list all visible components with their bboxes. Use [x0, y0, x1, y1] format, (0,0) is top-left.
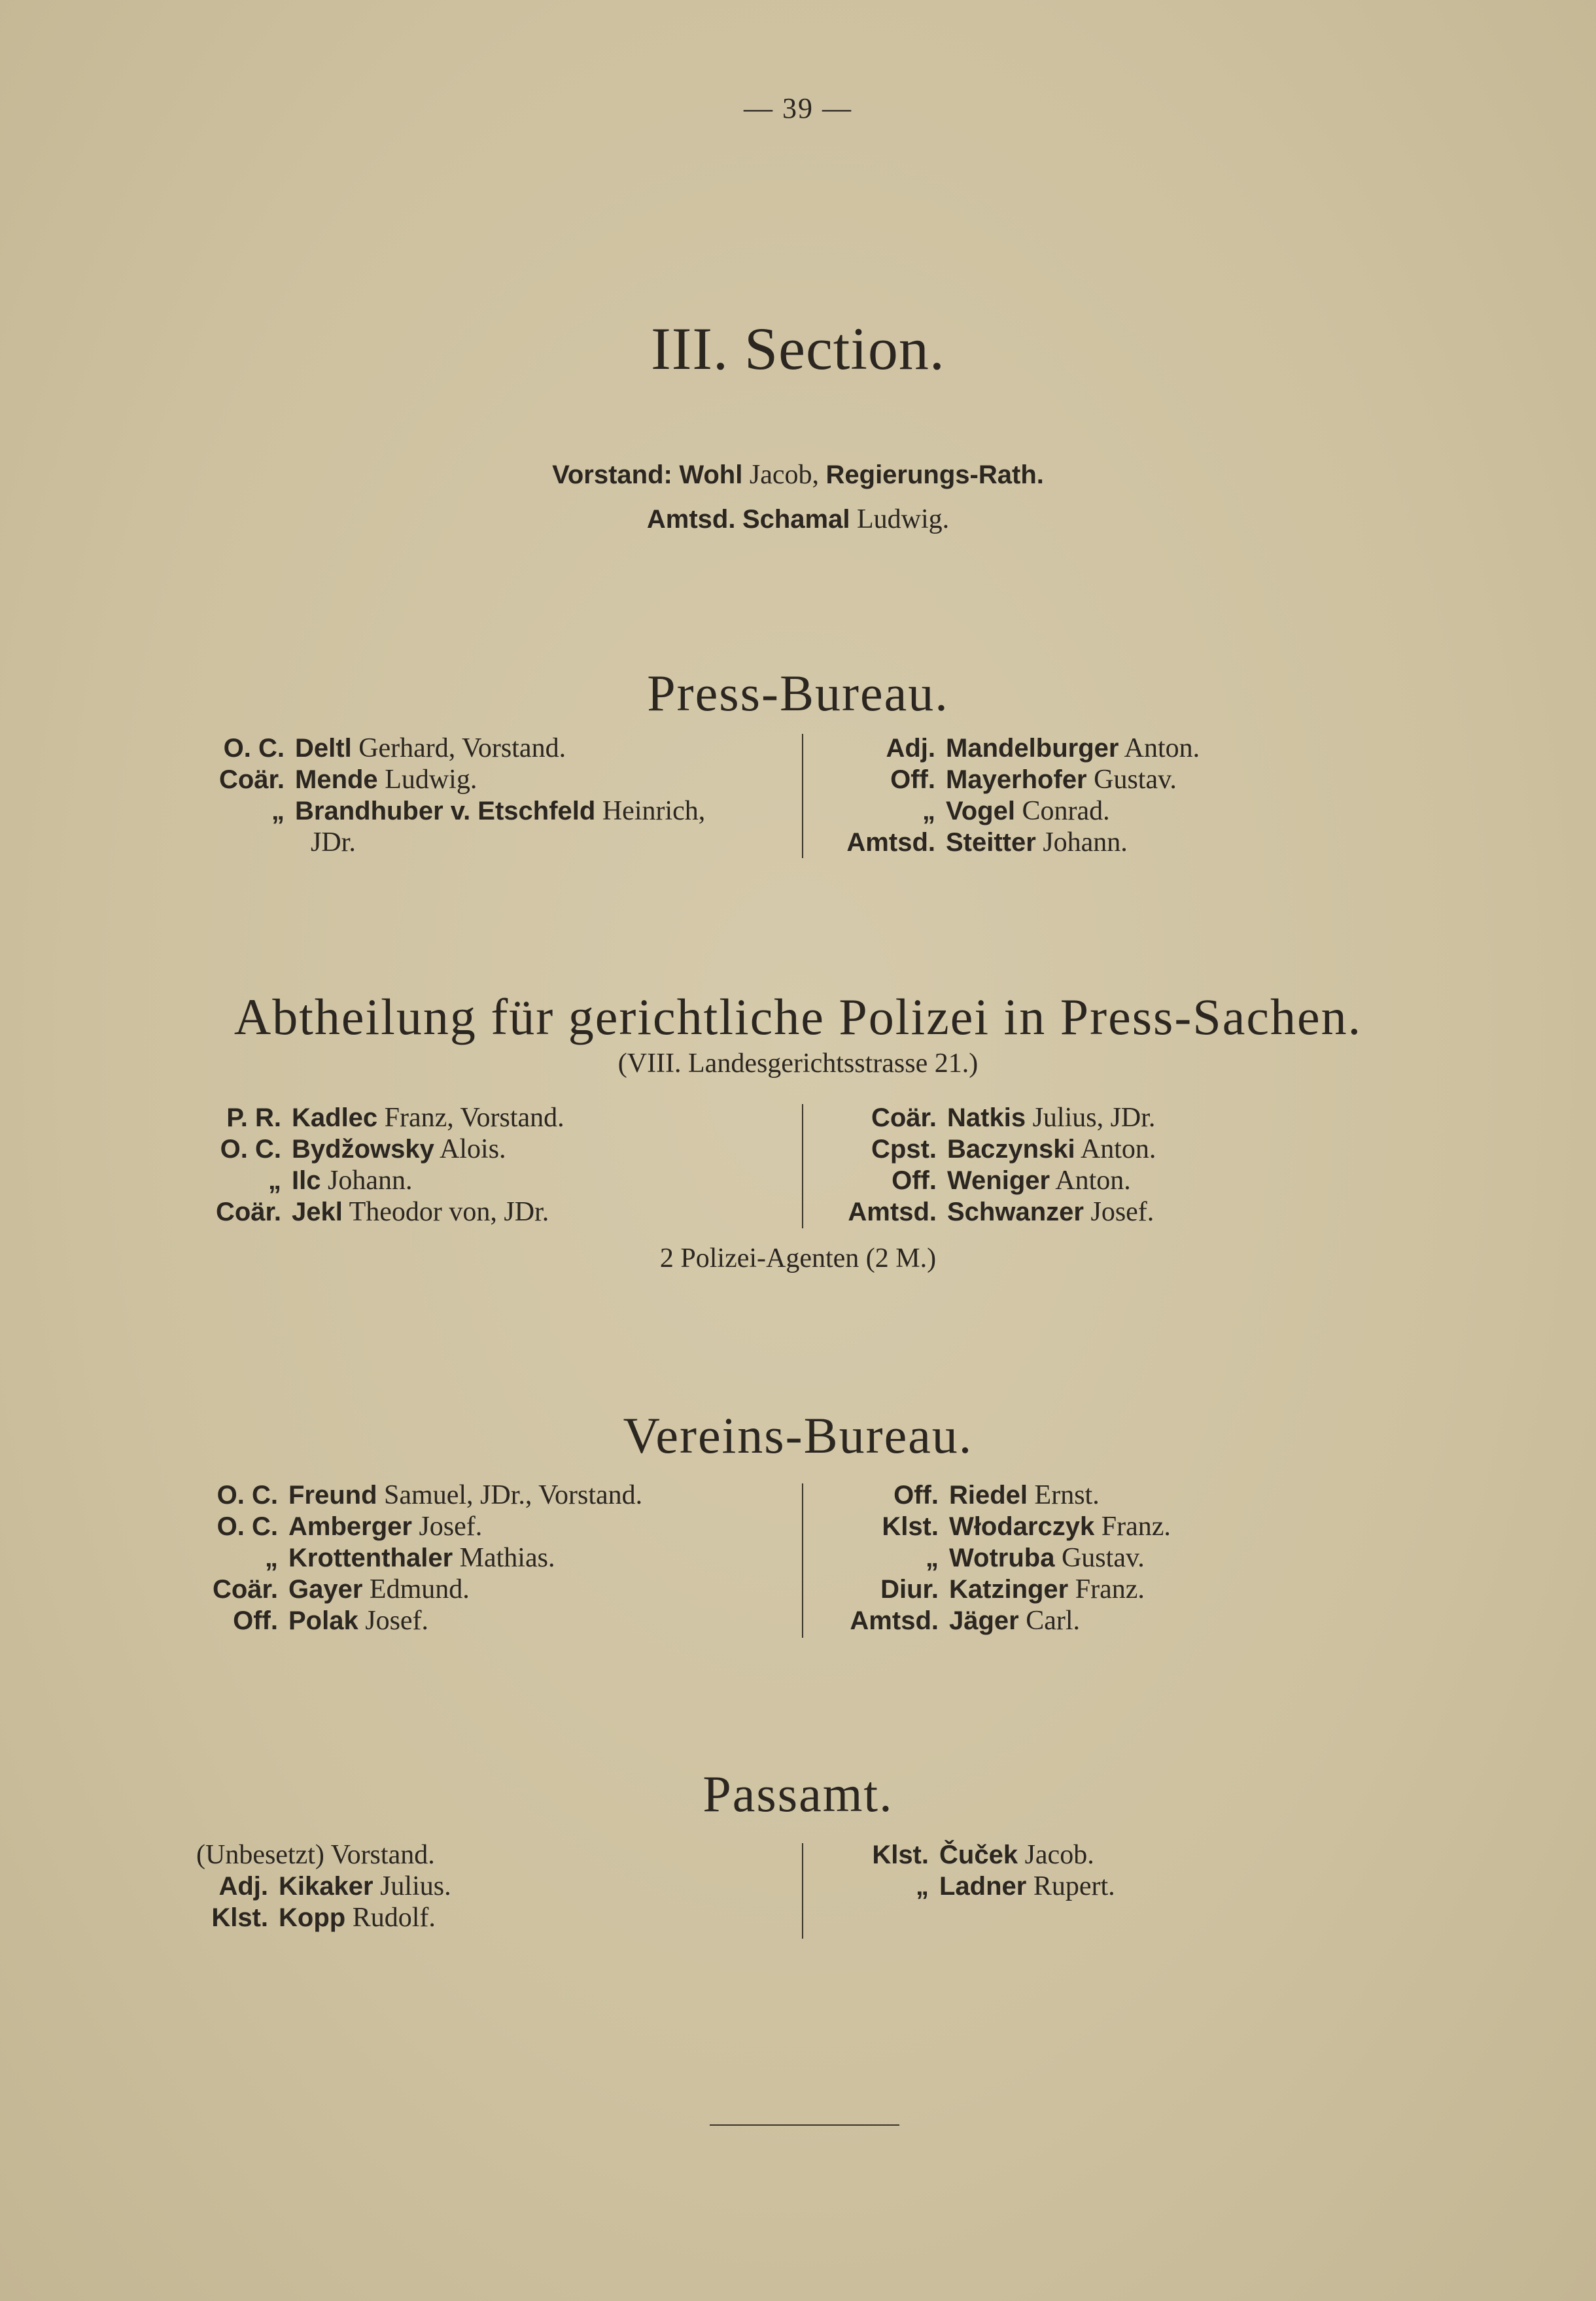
person-name	[288, 1479, 642, 1511]
list-item	[196, 1542, 642, 1574]
page-number: — 39 —	[744, 92, 852, 124]
rank-label: Coär.	[218, 765, 285, 794]
surname: Polak	[288, 1606, 358, 1635]
list-item	[196, 1511, 642, 1542]
rank-label: „	[271, 797, 285, 825]
surname: Wotruba	[949, 1544, 1055, 1572]
abtheilung-footer: 2 Polizei-Agenten (2 M.)	[659, 1243, 937, 1273]
given-name: Edmund.	[369, 1574, 470, 1604]
surname: Amberger	[288, 1512, 412, 1541]
person-name	[288, 1574, 470, 1605]
passamt-left	[196, 1839, 451, 1933]
person-name	[949, 1479, 1100, 1511]
list-item	[844, 1605, 1171, 1636]
person-name	[946, 827, 1128, 858]
list-item	[844, 733, 1200, 764]
surname: Kikaker	[279, 1872, 373, 1901]
vereins-bureau-divider	[802, 1483, 803, 1638]
bottom-rule	[710, 2124, 899, 2126]
list-item	[196, 827, 705, 858]
rank-label: O. C.	[217, 1481, 278, 1510]
list-item	[844, 1542, 1171, 1574]
person-name	[295, 764, 477, 795]
given-name: Theodor von, JDr.	[349, 1197, 549, 1227]
surname: Jekl	[292, 1198, 343, 1226]
person-name	[939, 1839, 1094, 1871]
list-item	[196, 1479, 642, 1511]
list-item	[196, 1165, 564, 1196]
passamt-divider	[802, 1843, 803, 1939]
list-item	[844, 795, 1200, 827]
rank-label: Cpst.	[871, 1135, 937, 1164]
surname: Ladner	[939, 1872, 1027, 1901]
amtsd-line	[0, 504, 1596, 535]
person-name	[288, 1511, 482, 1542]
given-name: Josef.	[419, 1512, 483, 1542]
given-name: Heinrich,	[602, 796, 706, 826]
vereins-bureau-left	[196, 1479, 642, 1636]
given-name: Anton.	[1055, 1166, 1131, 1196]
given-name: Franz.	[1101, 1512, 1171, 1542]
person-name	[279, 1902, 436, 1933]
given-name: Julius.	[380, 1871, 451, 1901]
surname: Kadlec	[292, 1103, 378, 1132]
surname: Riedel	[949, 1481, 1028, 1510]
person-name	[947, 1196, 1154, 1228]
person-name	[292, 1196, 549, 1228]
passamt-right	[844, 1839, 1115, 1902]
rank-label: Off.	[892, 1166, 937, 1195]
rank-label: „	[926, 1544, 939, 1572]
given-name: Julius, JDr.	[1032, 1103, 1156, 1133]
abtheilung-left	[196, 1102, 564, 1228]
rank-label: O. C.	[220, 1135, 281, 1164]
list-item	[844, 764, 1200, 795]
surname: Steitter	[946, 828, 1036, 857]
rank-label: Coär.	[871, 1103, 937, 1132]
surname: Deltl	[295, 734, 352, 763]
person-name	[939, 1871, 1115, 1902]
given-name: Carl.	[1026, 1606, 1081, 1636]
surname: Mandelburger	[946, 734, 1119, 763]
given-name: Mathias.	[459, 1543, 555, 1573]
person-name	[947, 1165, 1131, 1196]
surname: Čuček	[939, 1841, 1018, 1869]
list-item	[844, 1479, 1171, 1511]
surname: Mende	[295, 765, 378, 794]
given-name: Gustav.	[1061, 1543, 1145, 1573]
person-name	[946, 795, 1110, 827]
rank-label: Off.	[893, 1481, 939, 1510]
person-name	[288, 1605, 428, 1636]
list-item	[844, 1511, 1171, 1542]
rank-label: „	[916, 1872, 929, 1901]
vorstand-label: Vorstand:	[552, 460, 672, 489]
given-name: Johann.	[1043, 827, 1128, 857]
surname: Włodarczyk	[949, 1512, 1095, 1541]
section-title: III. Section.	[651, 315, 945, 382]
abtheilung-divider	[802, 1104, 803, 1228]
list-item	[196, 1839, 451, 1871]
vereins-bureau-right	[844, 1479, 1171, 1636]
abtheilung-address: (VIII. Landesgerichtsstrasse 21.)	[617, 1048, 979, 1079]
list-item	[844, 1133, 1156, 1165]
person-name	[949, 1605, 1080, 1636]
amtsd-given: Ludwig.	[856, 504, 950, 534]
given-name: Conrad.	[1022, 796, 1110, 826]
vorstand-line	[0, 459, 1596, 491]
rank-label: Klst.	[211, 1903, 268, 1932]
person-name	[295, 795, 705, 827]
given-name: Ernst.	[1034, 1480, 1100, 1510]
surname: Vogel	[946, 797, 1015, 825]
rank-label: Coär.	[212, 1575, 278, 1604]
list-item	[196, 1902, 451, 1933]
list-item	[844, 1839, 1115, 1871]
rank-label: Diur.	[880, 1575, 939, 1604]
press-bureau-divider	[802, 734, 803, 858]
list-item	[844, 1165, 1156, 1196]
rank-label: Off.	[233, 1606, 278, 1635]
press-bureau-heading: Press-Bureau.	[647, 665, 949, 721]
press-bureau-right	[844, 733, 1200, 858]
amtsd-surname: Schamal	[742, 505, 850, 534]
rank-label: O. C.	[217, 1512, 278, 1541]
rank-label: Amtsd.	[848, 1198, 937, 1226]
given-name: Rudolf.	[352, 1903, 436, 1933]
rank-label: Adj.	[886, 734, 935, 763]
rank-label: Klst.	[872, 1841, 929, 1869]
rank-label: P. R.	[226, 1103, 281, 1132]
list-item	[844, 1196, 1156, 1228]
given-name: Jacob.	[1024, 1840, 1094, 1870]
person-name	[288, 1542, 555, 1574]
surname: Freund	[288, 1481, 377, 1510]
list-item	[844, 1102, 1156, 1133]
rank-label: Amtsd.	[850, 1606, 939, 1635]
surname: Ilc	[292, 1166, 321, 1195]
given-name: Gustav.	[1094, 765, 1177, 795]
rank-label: „	[922, 797, 935, 825]
abtheilung-heading: Abtheilung für gerichtliche Polizei in Press-Sachen.	[234, 988, 1362, 1045]
person-name	[279, 1871, 451, 1902]
list-item	[196, 795, 705, 827]
list-item	[196, 764, 705, 795]
list-item	[196, 1605, 642, 1636]
given-name: Gerhard, Vorstand.	[358, 733, 566, 763]
given-name: Anton.	[1080, 1134, 1156, 1164]
rank-label: Coär.	[215, 1198, 281, 1226]
surname: Bydžowsky	[292, 1135, 434, 1164]
person-name	[292, 1133, 506, 1165]
person-name	[949, 1511, 1171, 1542]
surname: Katzinger	[949, 1575, 1069, 1604]
amtsd-label: Amtsd.	[646, 505, 736, 534]
surname: Weniger	[947, 1166, 1050, 1195]
list-item	[196, 1196, 564, 1228]
list-item	[196, 1871, 451, 1902]
list-item	[844, 827, 1200, 858]
surname: Natkis	[947, 1103, 1026, 1132]
surname: Schwanzer	[947, 1198, 1084, 1226]
given-name: Johann.	[327, 1166, 413, 1196]
given-name: Franz, Vorstand.	[384, 1103, 564, 1133]
press-bureau-left	[196, 733, 705, 858]
person-name	[946, 764, 1177, 795]
surname: Jäger	[949, 1606, 1019, 1635]
vorstand-surname: Wohl	[679, 460, 743, 489]
surname: Mayerhofer	[946, 765, 1087, 794]
list-item	[196, 1133, 564, 1165]
given-name: Ludwig.	[385, 765, 477, 795]
person-name	[292, 1165, 412, 1196]
rank-label: Amtsd.	[846, 828, 935, 857]
list-item	[844, 1871, 1115, 1902]
person-name	[196, 1839, 435, 1871]
list-item	[196, 1102, 564, 1133]
rank-label: „	[265, 1544, 278, 1572]
list-item	[196, 733, 705, 764]
person-name	[947, 1133, 1156, 1165]
person-name	[947, 1102, 1155, 1133]
surname: Kopp	[279, 1903, 346, 1932]
person-name	[292, 1102, 564, 1133]
person-name	[949, 1542, 1145, 1574]
rank-label: Adj.	[218, 1872, 268, 1901]
surname: Brandhuber v. Etschfeld	[295, 797, 596, 825]
vereins-bureau-heading: Vereins-Bureau.	[623, 1407, 973, 1464]
given-name: Rupert.	[1033, 1871, 1115, 1901]
given-name: Josef.	[365, 1606, 429, 1636]
surname: Gayer	[288, 1575, 363, 1604]
given-name: Franz.	[1075, 1574, 1145, 1604]
list-item	[196, 1574, 642, 1605]
list-item	[844, 1574, 1171, 1605]
given-name: Samuel, JDr., Vorstand.	[384, 1480, 643, 1510]
rank-label: O. C.	[223, 734, 285, 763]
given-name: Anton.	[1124, 733, 1200, 763]
person-name	[949, 1574, 1145, 1605]
surname: Krottenthaler	[288, 1544, 453, 1572]
person-name	[295, 733, 566, 764]
rank-label: Off.	[890, 765, 935, 794]
vorstand-title: Regierungs-Rath.	[825, 460, 1044, 489]
given-name: Alois.	[440, 1134, 506, 1164]
given-name: (Unbesetzt) Vorstand.	[196, 1840, 435, 1870]
rank-label: „	[268, 1166, 281, 1195]
passamt-heading: Passamt.	[703, 1765, 893, 1822]
given-name: Josef.	[1090, 1197, 1154, 1227]
vorstand-given: Jacob,	[749, 460, 819, 490]
abtheilung-right	[844, 1102, 1156, 1228]
person-name	[946, 733, 1200, 764]
given-name: JDr.	[311, 827, 356, 857]
person-name	[311, 827, 356, 858]
rank-label: Klst.	[882, 1512, 939, 1541]
surname: Baczynski	[947, 1135, 1075, 1164]
